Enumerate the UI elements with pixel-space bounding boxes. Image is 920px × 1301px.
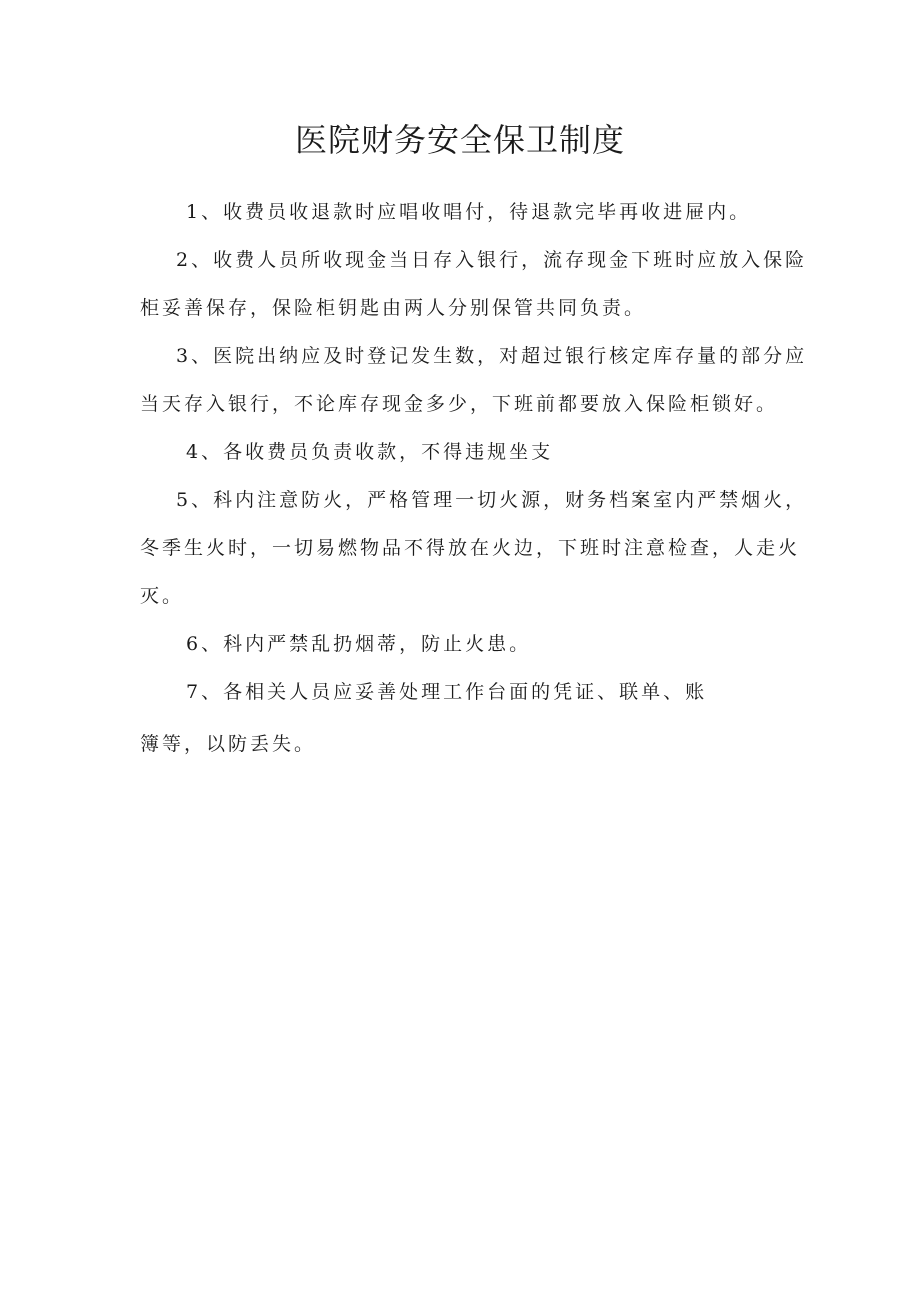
paragraph-6: 6、科内严禁乱扔烟蒂，防止火患。 bbox=[186, 633, 532, 655]
document-body bbox=[140, 188, 810, 768]
paragraph-7-line-2: 簿等，以防丢失。 bbox=[140, 733, 317, 755]
paragraph-7-line-1: 7、各相关人员应妥善处理工作台面的凭证、联单、账 bbox=[186, 681, 708, 703]
paragraph-2: 2、收费人员所收现金当日存入银行，流存现金下班时应放入保险柜妥善保存，保险柜钥匙由两人分别保管共同负责。 bbox=[140, 249, 808, 319]
paragraph-5: 5、科内注意防火，严格管理一切火源，财务档案室内严禁烟火，冬季生火时，一切易燃物品不得放在火边，下班时注意检查，人走火灭。 bbox=[140, 489, 808, 607]
paragraph-4: 4、各收费员负责收款，不得违规坐支 bbox=[186, 441, 554, 463]
paragraph-7 bbox=[140, 668, 810, 768]
paragraph-1: 1、收费员收退款时应唱收唱付，待退款完毕再收进屉内。 bbox=[186, 201, 752, 223]
document-title: 医院财务安全保卫制度 bbox=[294, 121, 625, 159]
paragraph-3: 3、医院出纳应及时登记发生数，对超过银行核定库存量的部分应当天存入银行，不论库存现金多少，下班前都要放入保险柜锁好。 bbox=[140, 345, 808, 415]
